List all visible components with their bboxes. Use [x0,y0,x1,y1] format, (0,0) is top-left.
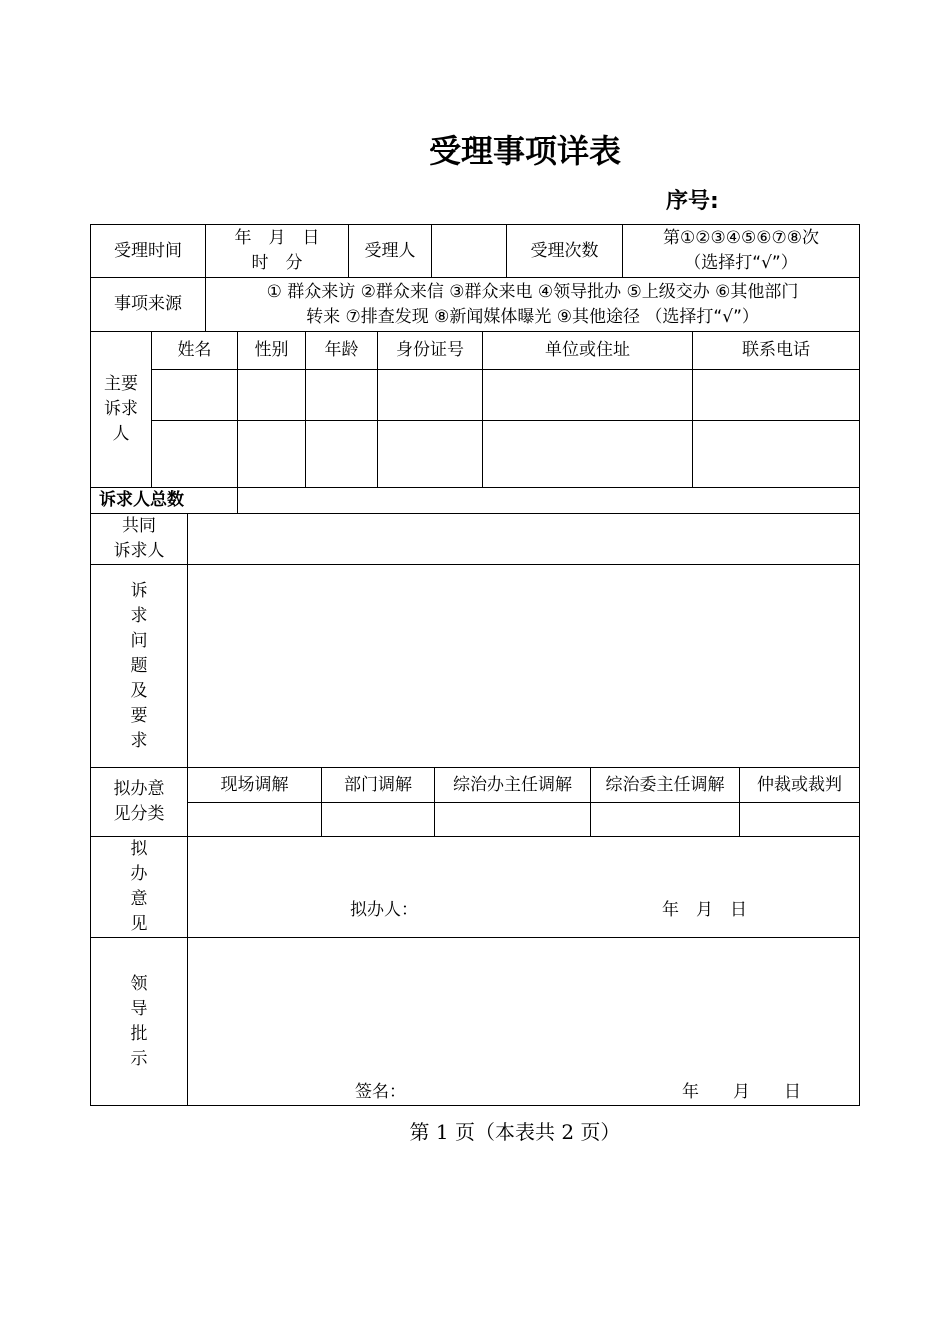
col-header-address: 单位或住址 [545,340,630,360]
co-petitioner-label: 共同 诉求人 [113,516,165,561]
petitioner-total-label: 诉求人总数 [99,490,184,510]
acceptance-time-field[interactable] [206,225,348,277]
checkbox-onsite-mediation[interactable] [188,803,321,836]
col-header-age: 年龄 [324,340,359,360]
count-options-text: 第①②③④⑤⑥⑦⑧次 [663,228,819,248]
option-arbitration-judgment: 仲裁或裁判 [757,774,842,795]
main-petitioner-label: 主要 诉求 人 [104,374,138,444]
leader-instruction-label: 领 导 批 示 [130,973,148,1069]
option-onsite-mediation: 现场调解 [220,774,289,795]
petitioner-row[interactable] [152,421,859,487]
col-header-gender: 性别 [254,340,289,360]
source-options-line-1: ① 群众来访 ②群众来信 ③群众来电 ④领导批办 ⑤上级交办 ⑥其他部门 [266,281,799,302]
proposal-date: 年 月 日 [662,900,747,920]
count-options-hint: （选择打“√”） [684,253,798,273]
acceptance-clock-placeholder: 时 分 [251,253,303,273]
checkbox-department-mediation[interactable] [322,803,434,836]
proposal-label: 拟 办 意 见 [130,839,148,934]
source-label: 事项来源 [114,294,182,314]
proposal-class-label: 拟办意 见分类 [113,779,165,824]
checkbox-office-director-mediation[interactable] [435,803,590,836]
source-options[interactable] [206,278,859,331]
option-committee-director-mediation: 综治委主任调解 [605,774,725,795]
handler-label: 受理人 [364,240,416,261]
proposer-label: 拟办人： [350,900,418,920]
petitioner-total-field[interactable] [238,488,859,513]
col-header-name: 姓名 [177,340,212,360]
petitioner-row[interactable] [152,370,859,420]
serial-number-label: 序号: [666,189,719,214]
source-options-line-2: 转来 ⑦排查发现 ⑧新闻媒体曝光 ⑨其他途径 （选择打“√”） [306,306,759,327]
handler-field[interactable] [432,225,506,277]
co-petitioner-field[interactable] [188,514,859,564]
option-office-director-mediation: 综治办主任调解 [453,774,572,795]
issues-label: 诉 求 问 题 及 要 求 [130,580,148,751]
issues-field[interactable] [188,565,859,767]
col-header-id-number: 身份证号 [396,340,464,360]
checkbox-arbitration-judgment[interactable] [740,803,859,836]
col-header-phone: 联系电话 [742,340,810,360]
option-department-mediation: 部门调解 [344,774,412,795]
acceptance-count-label: 受理次数 [530,240,599,261]
acceptance-count-options[interactable] [623,225,859,277]
acceptance-date-placeholder: 年 月 日 [234,228,320,248]
checkbox-committee-director-mediation[interactable] [591,803,739,836]
leader-date: 年 月 日 [682,1082,801,1102]
page-title: 受理事项详表 [428,132,621,170]
acceptance-time-label: 受理时间 [114,240,182,261]
page-number: 第 1 页（本表共 2 页） [409,1120,621,1144]
signature-label: 签名： [355,1082,406,1102]
